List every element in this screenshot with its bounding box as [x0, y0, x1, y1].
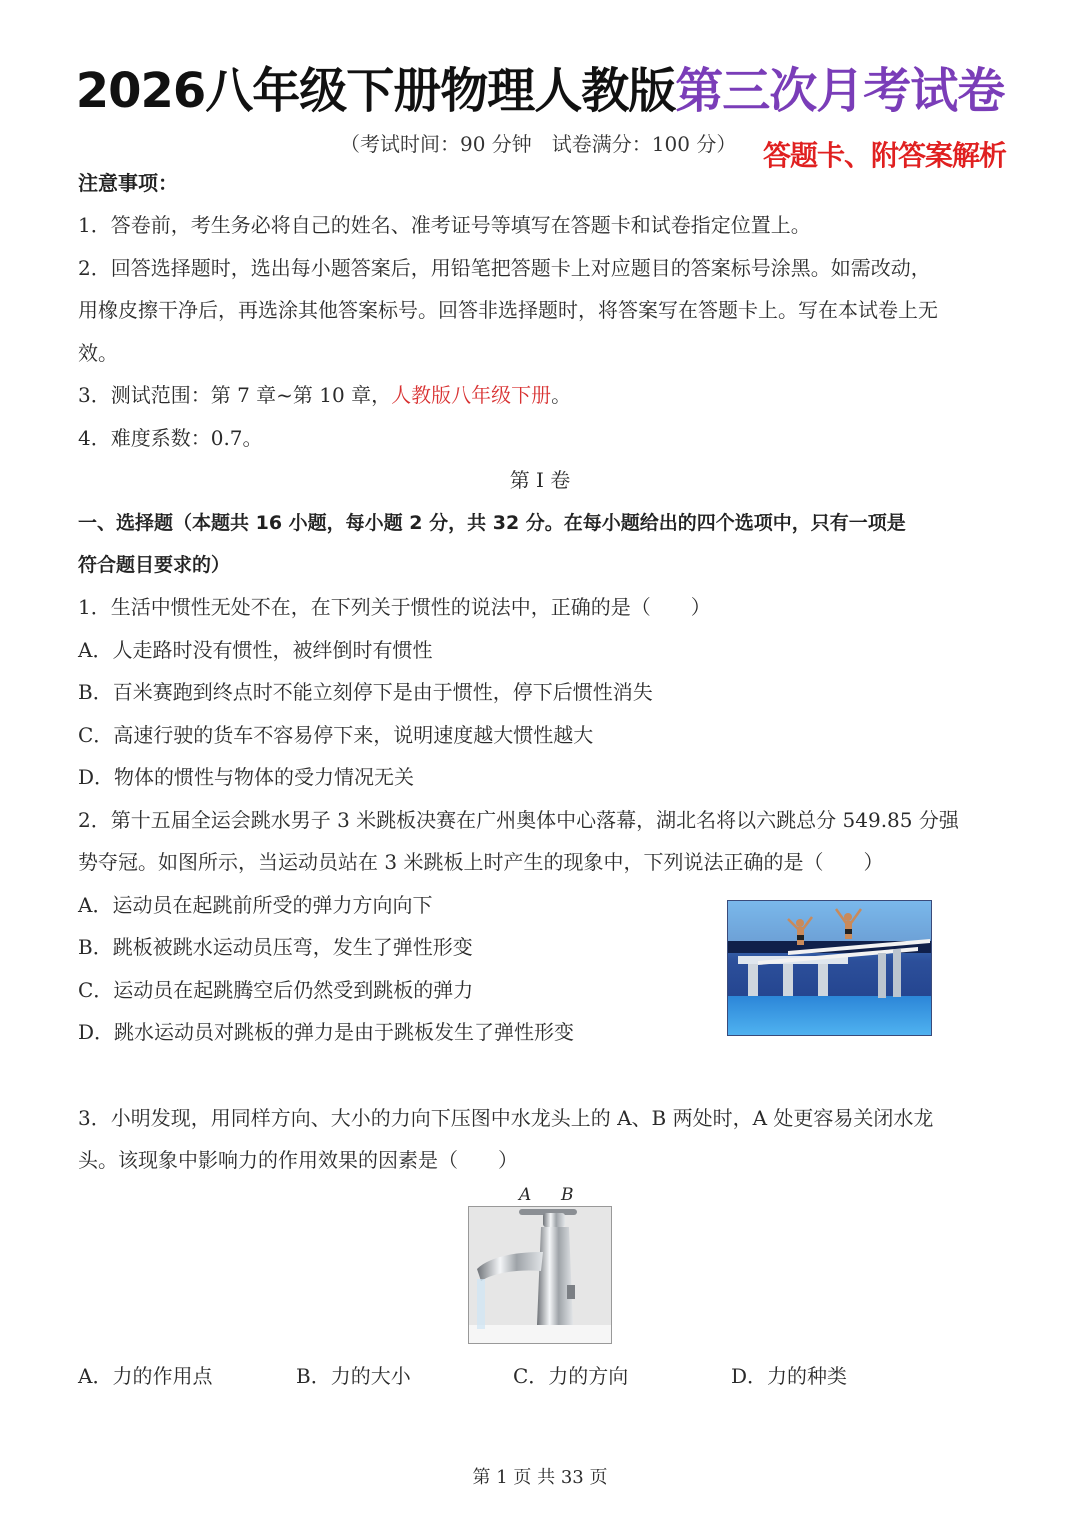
q3-option-c: C．力的方向	[513, 1364, 629, 1388]
q3-stem-line-2: 头。该现象中影响力的作用效果的因素是（ ）	[78, 1148, 518, 1172]
notice-item-3-prefix: 3．测试范围：第 7 章~第 10 章，	[78, 383, 392, 407]
notice-item-3-scope: 人教版八年级下册	[391, 383, 552, 407]
section-heading-line-1: 一、选择题（本题共 16 小题，每小题 2 分，共 32 分。在每小题给出的四个选项中，只有一项是	[78, 512, 906, 534]
q2-stem-line-2: 势夺冠。如图所示，当运动员站在 3 米跳板上时产生的现象中，下列说法正确的是（ ）	[78, 850, 884, 874]
diving-board-photo	[727, 900, 932, 1036]
notice-item-2-line-3: 效。	[78, 341, 118, 365]
q1-option-a: A．人走路时没有惯性，被绊倒时有惯性	[78, 638, 433, 662]
page-number: 第 1 页 共 33 页	[472, 1467, 608, 1488]
answer-key-badge: 答题卡、附答案解析	[763, 139, 1007, 172]
notice-item-2-line-2: 用橡皮擦干净后，再选涂其他答案标号。回答非选择题时，将答案写在答题卡上。写在本试卷上无	[78, 298, 938, 322]
faucet-label-b: B	[561, 1185, 574, 1205]
faucet-label-a: A	[519, 1185, 532, 1205]
title-main: 2026八年级下册物理人教版	[75, 63, 676, 119]
q1-option-d: D．物体的惯性与物体的受力情况无关	[78, 765, 415, 789]
q3-option-a: A．力的作用点	[78, 1364, 213, 1388]
q3-stem-line-1: 3．小明发现，用同样方向、大小的力向下压图中水龙头上的 A、B 两处时，A 处更容易关闭水龙	[78, 1106, 934, 1130]
title-highlight: 第三次月考试卷	[675, 63, 1005, 119]
faucet-photo	[468, 1206, 612, 1344]
notice-item-4: 4．难度系数：0.7。	[78, 426, 263, 450]
q1-option-b: B．百米赛跑到终点时不能立刻停下是由于惯性，停下后惯性消失	[78, 680, 653, 704]
exam-subtitle: （考试时间：90 分钟 试卷满分：100 分）	[340, 132, 737, 156]
q1-stem: 1．生活中惯性无处不在，在下列关于惯性的说法中，正确的是（ ）	[78, 595, 711, 619]
notice-item-2-line-1: 2．回答选择题时，选出每小题答案后，用铅笔把答题卡上对应题目的答案标号涂黑。如需改动，	[78, 256, 931, 280]
q2-option-a: A．运动员在起跳前所受的弹力方向向下	[78, 893, 433, 917]
notice-item-1: 1．答卷前，考生务必将自己的姓名、准考证号等填写在答题卡和试卷指定位置上。	[78, 213, 811, 237]
exam-title	[0, 52, 1080, 121]
q1-option-c: C．高速行驶的货车不容易停下来，说明速度越大惯性越大	[78, 723, 594, 747]
section-heading-line-2: 符合题目要求的）	[78, 554, 231, 576]
notice-item-3	[78, 374, 571, 417]
q2-option-b: B．跳板被跳水运动员压弯，发生了弹性形变	[78, 935, 473, 959]
q2-stem-line-1: 2．第十五届全运会跳水男子 3 米跳板决赛在广州奥体中心落幕，湖北名将以六跳总分 549.85 分强	[78, 808, 959, 832]
q3-option-b: B．力的大小	[296, 1364, 411, 1388]
q2-option-c: C．运动员在起跳腾空后仍然受到跳板的弹力	[78, 978, 474, 1002]
q2-option-d: D．跳水运动员对跳板的弹力是由于跳板发生了弹性形变	[78, 1020, 575, 1044]
notice-heading: 注意事项：	[78, 171, 178, 195]
notice-item-3-suffix: 。	[551, 383, 572, 407]
volume-heading: 第 I 卷	[509, 468, 571, 492]
q3-option-d: D．力的种类	[731, 1364, 848, 1388]
